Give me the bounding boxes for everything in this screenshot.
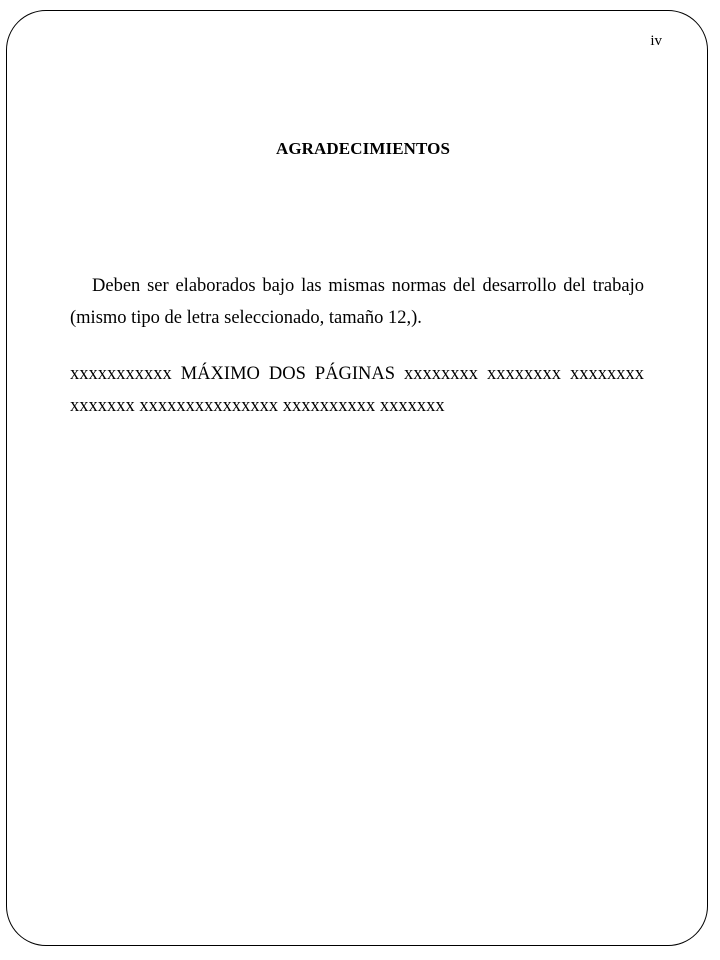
page-number: iv bbox=[650, 33, 662, 49]
paragraph-instructions: Deben ser elaborados bajo las mismas normas del desarrollo del trabajo (mismo tipo de letra seleccionado, tamaño 12,). bbox=[70, 276, 644, 328]
page-title: AGRADECIMIENTOS bbox=[275, 139, 451, 158]
paragraph-placeholder: xxxxxxxxxxx MÁXIMO DOS PÁGINAS xxxxxxxx xxxxxxxx xxxxxxxx xxxxxxx xxxxxxxxxxxxxxx xxxxxxxxxx xxxxxxx bbox=[70, 364, 644, 416]
